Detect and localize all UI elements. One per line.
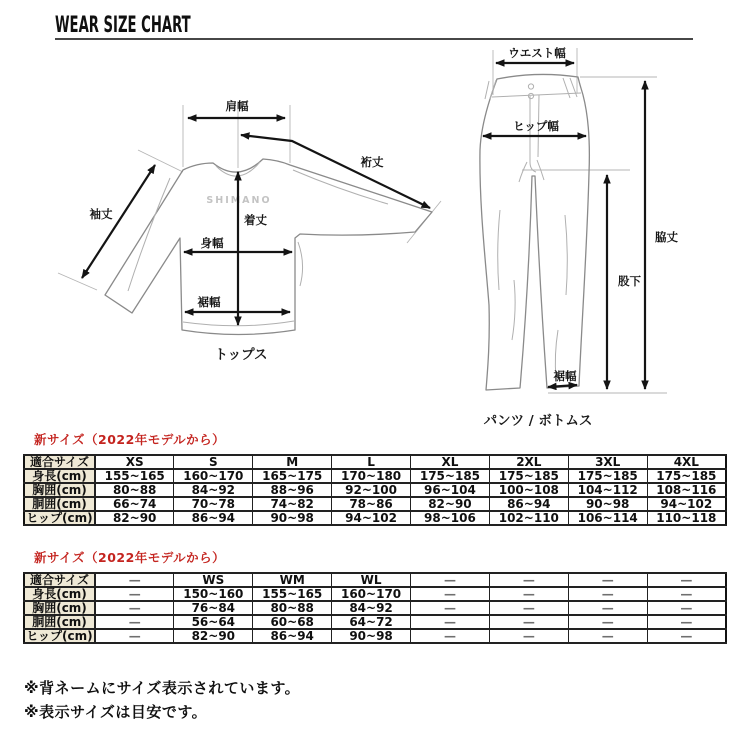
table-title-2: 新サイズ（2022年モデルから） [34,550,226,565]
value-cell: 86~94 [489,497,568,511]
value-cell: 80~88 [253,601,332,615]
value-cell: 82~90 [411,497,490,511]
size-table-adult [23,454,727,526]
value-cell: 170~180 [332,469,411,483]
value-cell: 86~94 [253,629,332,643]
header-cell: S [174,455,253,469]
value-cell: — [411,615,490,629]
value-cell: — [568,629,647,643]
value-cell: — [647,601,726,615]
value-cell: — [647,615,726,629]
value-cell: 155~165 [95,469,174,483]
value-cell: 100~108 [489,483,568,497]
value-cell: 64~72 [332,615,411,629]
table-row [24,601,726,615]
value-cell: 150~160 [174,587,253,601]
sleeve-length-label: 袖丈 [89,207,113,221]
value-cell: — [568,601,647,615]
value-cell: — [95,615,174,629]
table-header-row [24,573,726,587]
bottoms-guide-lines [493,48,667,393]
header-cell: XS [95,455,174,469]
value-cell: 175~185 [489,469,568,483]
table-row [24,511,726,525]
value-cell: 110~118 [647,511,726,525]
value-cell: 160~170 [332,587,411,601]
table-title-1: 新サイズ（2022年モデルから） [34,432,226,447]
value-cell: — [489,615,568,629]
footnote-back-name: ※背ネームにサイズ表示されています。 [24,679,301,697]
value-cell: — [489,601,568,615]
hem-width-label-bottoms: 裾幅 [553,369,577,383]
table-row [24,497,726,511]
bottoms-measure-arrows [483,63,645,389]
value-cell: 102~110 [489,511,568,525]
hip-width-label: ヒップ幅 [513,119,559,133]
header-cell: 2XL [489,455,568,469]
value-cell: 76~84 [174,601,253,615]
value-cell: 175~185 [647,469,726,483]
header-cell: WL [332,573,411,587]
value-cell: 74~82 [253,497,332,511]
size-table-womens [23,572,727,644]
value-cell: — [568,587,647,601]
header-cell: 3XL [568,455,647,469]
bottoms-diagram [480,46,679,429]
header-cell: WS [174,573,253,587]
header-cell: M [253,455,332,469]
header-cell: XL [411,455,490,469]
value-cell: 88~96 [253,483,332,497]
value-cell: — [647,587,726,601]
value-cell: — [568,615,647,629]
sleeve-reach-label: 裄丈 [360,155,384,169]
table-row [24,469,726,483]
row-label: 胸囲(cm) [24,483,95,497]
waist-width-label: ウエスト幅 [508,46,566,60]
body-length-label: 着丈 [244,213,267,227]
header-cell: 適合サイズ [24,573,95,587]
value-cell: — [489,629,568,643]
table-row [24,587,726,601]
header-cell: L [332,455,411,469]
footnote-approx: ※表示サイズは目安です。 [24,703,208,721]
tops-diagram [58,99,441,363]
page-title: WEAR SIZE CHART [55,13,191,38]
value-cell: 80~88 [95,483,174,497]
value-cell: — [489,587,568,601]
header-cell: — [647,573,726,587]
value-cell: 86~94 [174,511,253,525]
value-cell: 175~185 [411,469,490,483]
value-cell: 92~100 [332,483,411,497]
table-row [24,483,726,497]
row-label: 胴囲(cm) [24,497,95,511]
value-cell: 84~92 [174,483,253,497]
value-cell: 90~98 [253,511,332,525]
header-cell: — [95,573,174,587]
value-cell: 70~78 [174,497,253,511]
value-cell: 106~114 [568,511,647,525]
value-cell: 60~68 [253,615,332,629]
header-cell: 適合サイズ [24,455,95,469]
value-cell: 66~74 [95,497,174,511]
value-cell: — [95,629,174,643]
value-cell: 108~116 [647,483,726,497]
value-cell: — [411,587,490,601]
header-cell: — [568,573,647,587]
value-cell: 98~106 [411,511,490,525]
value-cell: — [647,629,726,643]
value-cell: — [411,629,490,643]
header-cell: — [411,573,490,587]
shimano-logo: SHIMANO [206,195,272,206]
value-cell: 90~98 [332,629,411,643]
bottoms-caption: パンツ / ボトムス [483,413,593,429]
shoulder-width-label: 肩幅 [225,99,249,113]
table-row [24,629,726,643]
inseam-label: 股下 [618,274,641,288]
sleeve-length-arrow [82,165,155,278]
table-header-row [24,455,726,469]
value-cell: 56~64 [174,615,253,629]
body-width-label: 身幅 [200,236,224,250]
header-cell: 4XL [647,455,726,469]
value-cell: 94~102 [647,497,726,511]
value-cell: 82~90 [95,511,174,525]
side-length-label: 脇丈 [655,230,678,244]
row-label: 身長(cm) [24,469,95,483]
header-cell: — [489,573,568,587]
value-cell: 96~104 [411,483,490,497]
row-label: 胸囲(cm) [24,601,95,615]
value-cell: 84~92 [332,601,411,615]
value-cell: — [95,601,174,615]
table-row [24,615,726,629]
value-cell: 104~112 [568,483,647,497]
hem-width-label-tops: 裾幅 [197,295,221,309]
value-cell: 78~86 [332,497,411,511]
row-label: 身長(cm) [24,587,95,601]
row-label: ヒップ(cm) [24,629,95,643]
value-cell: 175~185 [568,469,647,483]
value-cell: — [411,601,490,615]
value-cell: 90~98 [568,497,647,511]
row-label: 胴囲(cm) [24,615,95,629]
value-cell: 82~90 [174,629,253,643]
value-cell: 160~170 [174,469,253,483]
header-cell: WM [253,573,332,587]
value-cell: 165~175 [253,469,332,483]
tops-caption: トップス [214,347,268,363]
value-cell: — [95,587,174,601]
value-cell: 94~102 [332,511,411,525]
shirt-detail-lines [128,162,388,326]
row-label: ヒップ(cm) [24,511,95,525]
value-cell: 155~165 [253,587,332,601]
